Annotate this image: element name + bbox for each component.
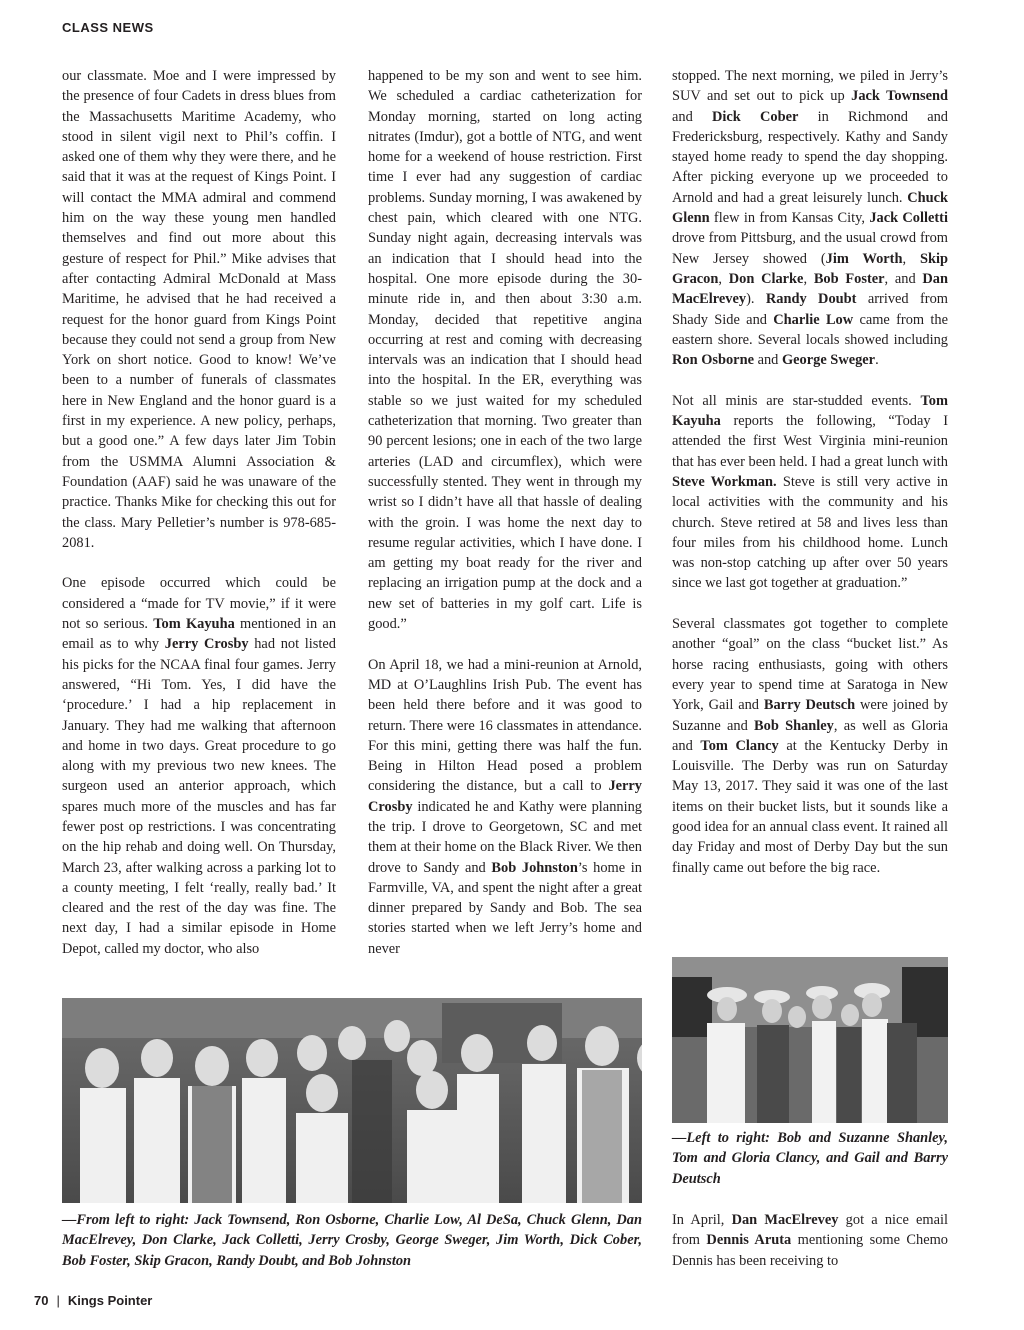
article-column-3-continued: In April, Dan MacElrevey got a nice email from Dennis Aruta mentioning some Chemo Dennis has been receiving to	[672, 1212, 948, 1269]
section-title: CLASS NEWS	[62, 20, 154, 35]
classmate-name: Dick Cober	[712, 108, 799, 125]
page-number: 70	[34, 1293, 49, 1308]
group-photo-caption: —From left to right: Jack Townsend, Ron Osborne, Charlie Low, Al DeSa, Chuck Glenn, Dan MacElrevey, Don Clarke, Jack Colletti, Jerry Crosby, George Sweger, Jim Worth, Dick Cober, Bob Foster, Skip Gracon, Randy Doubt, and Bob Johnston	[62, 1212, 642, 1269]
paragraph: our classmate. Moe and I were impressed by the presence of four Cadets in dress blues from the Massachusetts Maritime Academy, who stood in silent vigil next to Phil’s coffin. I asked one of them why they were there, and he said that it was at the request of Kings Point. I will contact the MMA admiral and commend him on the way these young men handled themselves and find out more about this gesture of respect for Phil.” Mike advises that after contacting Admiral McDonald at Mass Maritime, he advised that he had received a request for the honor guard from Kings Point because they could not send a group from New York on short notice. Good to know! We’ve been to a number of funerals of classmates here in New England and the honor guard is a first in my experience. A new policy, perhaps, but a good one.” A few days later Jim Tobin from the USMMA Alumni Association & Foundation (AAF) said he was unaware of the practice. Thanks Mike for checking this out for the class. Mary Pelletier’s number is 978-685-2081.	[62, 68, 336, 551]
classmate-name: Skip Gracon	[672, 250, 948, 287]
classmate-name: Dan MacElrevey	[672, 270, 948, 308]
classmate-name: Randy Doubt	[765, 291, 857, 308]
classmate-name: Bob Foster	[813, 270, 885, 287]
footer-separator: |	[56, 1293, 60, 1308]
classmate-name: Dennis Aruta	[706, 1232, 792, 1249]
classmate-name: Chuck Glenn	[672, 189, 948, 227]
derby-photo	[672, 957, 948, 1123]
classmate-name: Tom Kayuha	[153, 616, 235, 633]
group-photo	[62, 998, 642, 1203]
publication-name: Kings Pointer	[67, 1293, 153, 1308]
classmate-name: Jim Worth	[825, 250, 903, 267]
classmate-name: Dan MacElrevey	[731, 1212, 839, 1228]
group-photo-image	[62, 998, 642, 1203]
classmate-name: Ron Osborne	[672, 352, 754, 369]
classmate-name: Tom Kayuha	[672, 392, 948, 430]
article-column-1	[62, 66, 336, 959]
classmate-name: Jack Townsend	[851, 88, 948, 105]
classmate-name: Steve Workman.	[672, 473, 777, 490]
classmate-name: Tom Clancy	[700, 737, 779, 754]
paragraph: happened to be my son and went to see him. We scheduled a cardiac catheterization for Monday morning, started on long acting nitrates (Imdur), got a bottle of NTG, and went home for a weekend of house restriction. First time I ever had any suggestion of cardiac problems. Sunday morning, I was awakened by chest pain, which cleared with one NTG. Sunday night again, decreasing intervals was an indication that I should head into the hospital. One more episode during the 30-minute ride in, and then about 3:30 a.m. Monday, decided that repetitive angina occurring at rest and coming with decreasing intervals was an indication that I should head into the hospital. In the ER, everything was stable so we just waited for my scheduled catheterization that morning. Two greater than 90 percent lesions; one in each of the two large arteries (LAD and circumflex), which were successfully stented. They went in through my wrist so I didn’t have all that hassle of dealing with the groin. I was home the next day to resume regular activities, which I have done. I am getting my boat ready for the river and replacing an irrigation pump at the dock and a new set of batteries in my golf cart. Life is good.”	[368, 68, 642, 633]
classmate-name: Charlie Low	[773, 311, 854, 328]
classmate-name: Don Clarke	[728, 270, 804, 287]
derby-photo-image	[672, 957, 948, 1123]
derby-photo-caption: —Left to right: Bob and Suzanne Shanley, Tom and Gloria Clancy, and Gail and Barry Deutsch	[672, 1130, 948, 1187]
classmate-name: Jerry Crosby	[164, 636, 249, 653]
paragraph: stopped. The next morning, we piled in Jerry’s SUV and set out to pick up Jack Townsend and Dick Cober in Richmond and Fredericksburg, respectively. Kathy and Sandy stayed home ready to spend the day shopping. After picking everyone up we proceeded to Arnold and had a great leisurely lunch. Chuck Glenn flew in from Kansas City, Jack Colletti drove from Pittsburg, and the usual crowd from New Jersey showed (Jim Worth, Skip Gracon, Don Clarke, Bob Foster, and Dan MacElrevey). Randy Doubt arrived from Shady Side and Charlie Low came from the eastern shore. Several locals showed including Ron Osborne and George Sweger.	[672, 68, 948, 369]
classmate-name: Barry Deutsch	[763, 697, 856, 714]
classmate-name: Bob Shanley	[754, 717, 834, 734]
article-column-3	[672, 66, 948, 878]
classmate-name: Bob Johnston	[491, 859, 578, 876]
classmate-name: Jack Colletti	[869, 210, 948, 227]
classmate-name: George Sweger	[781, 352, 876, 369]
paragraph: Not all minis are star-studded events. Tom Kayuha reports the following, “Today I attended the first West Virginia mini-reunion that has ever been held. I had a great lunch with Steve Workman. Steve is still very active in local activities with the community and his church. Steve retired at 58 and lives less than four miles from his childhood home. Lunch was non-stop catching up after over 50 years since we last got together at graduation.”	[672, 392, 948, 592]
classmate-name: Jerry Crosby	[368, 778, 642, 815]
paragraph: On April 18, we had a mini-reunion at Arnold, MD at O’Laughlins Irish Pub. The event has been held there before and it was good to return. There were 16 classmates in attendance. For this mini, getting there was half the fun. Being in Hilton Head posed a problem considering the distance, but a call to Jerry Crosby indicated he and Kathy were planning the trip. I drove to Georgetown, SC and met them at their home on the Black River. We then drove to Sandy and Bob Johnston’s home in Farmville, VA, and spent the night after a great dinner prepared by Sandy and Bob. The sea stories started when we left Jerry’s home and never	[368, 656, 642, 957]
page-footer	[34, 1293, 152, 1308]
paragraph: Several classmates got together to complete another “goal” on the class “bucket list.” As horse racing enthusiasts, going with others every year to spend time at Saratoga in New York, Gail and Barry Deutsch were joined by Suzanne and Bob Shanley, as well as Gloria and Tom Clancy at the Kentucky Derby in Louisville. The Derby was run on Saturday May 13, 2017. They said it was one of the last items on their bucket lists, but it sounds like a good idea for an annual class event. It rained all day Friday and most of Derby Day but the sun finally came out before the big race.	[672, 616, 949, 876]
article-column-2	[368, 66, 642, 959]
paragraph: One episode occurred which could be considered a “made for TV movie,” if it were not so serious. Tom Kayuha mentioned in an email as to why Jerry Crosby had not listed his picks for the NCAA final four games. Jerry answered, “Hi Tom. Yes, I did have the ‘procedure.’ I had a hip replacement in January. They had me walking that afternoon and home in two days. Great procedure to go along with my previous two new knees. The surgeon used an anterior approach, which spares much more of the muscles and has far fewer post op restrictions. I was concentrating on the hip rehab and doing well. On Thursday, March 23, after walking across a parking lot to a county meeting, I felt ‘really, really bad.’ It cleared and the rest of the day was fine. The next day, I had a similar episode in Home Depot, called my doctor, who also	[62, 575, 337, 957]
